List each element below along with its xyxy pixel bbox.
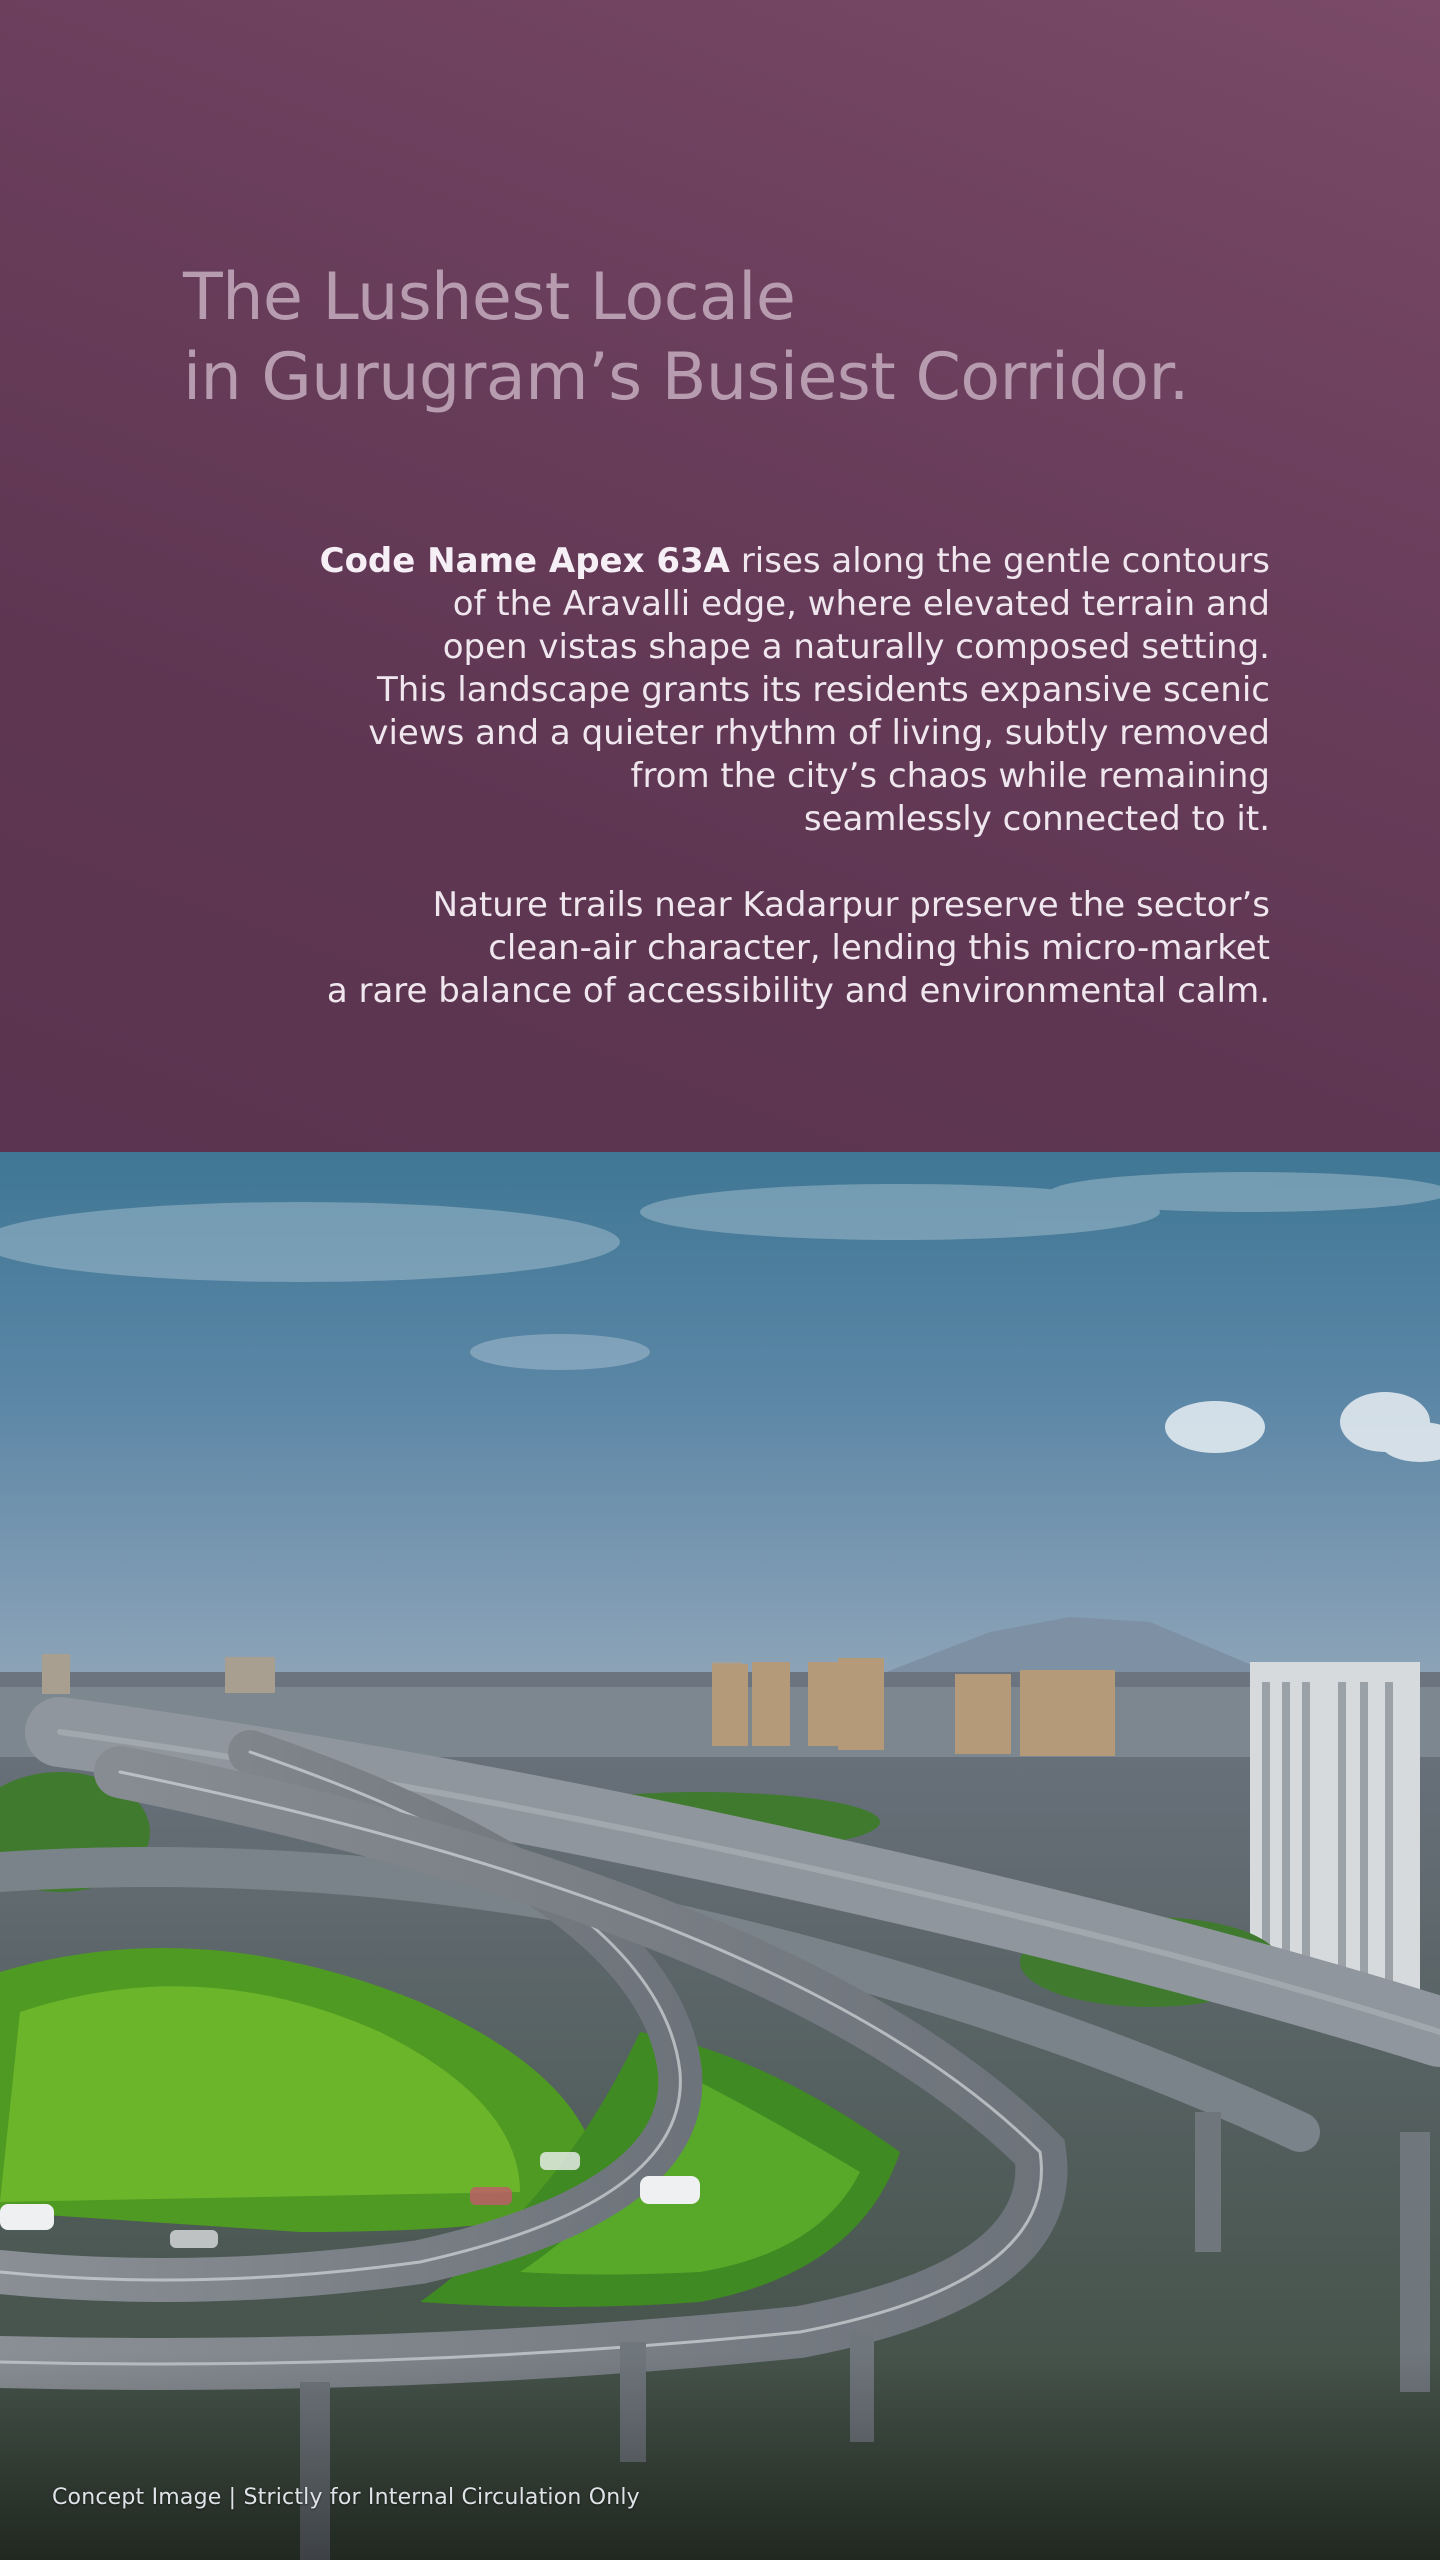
paragraph-1-line: seamlessly connected to it. <box>803 799 1270 839</box>
paragraph-2-line: Nature trails near Kadarpur preserve the sector’s <box>432 885 1270 925</box>
body-copy <box>270 540 1270 1013</box>
project-code-name: Code Name Apex 63A <box>319 541 730 581</box>
aerial-highway-photo <box>0 1152 1440 2560</box>
page-headline <box>183 258 1189 418</box>
paragraph-1-line: This landscape grants its residents expansive scenic <box>377 670 1270 710</box>
paragraph-1-line: views and a quieter rhythm of living, subtly removed <box>368 713 1270 753</box>
paragraph-1-line: from the city’s chaos while remaining <box>630 756 1270 796</box>
paragraph-2-line: clean-air character, lending this micro-market <box>488 928 1270 968</box>
headline-line-1: The Lushest Locale <box>183 260 796 335</box>
hero-panel <box>0 0 1440 1152</box>
paragraph-2-line: a rare balance of accessibility and environmental calm. <box>326 971 1270 1011</box>
paragraph-1-line: of the Aravalli edge, where elevated terrain and <box>452 584 1270 624</box>
paragraph-1-line: rises along the gentle contours <box>740 541 1270 581</box>
paragraph-1-line: open vistas shape a naturally composed setting. <box>442 627 1270 667</box>
headline-line-2: in Gurugram’s Busiest Corridor. <box>183 340 1189 415</box>
highway-interchange-illustration <box>0 1152 1440 2560</box>
image-caption: Concept Image | Strictly for Internal Circulation Only <box>52 2485 640 2510</box>
paragraph-2 <box>270 884 1270 1013</box>
paragraph-1 <box>270 540 1270 841</box>
